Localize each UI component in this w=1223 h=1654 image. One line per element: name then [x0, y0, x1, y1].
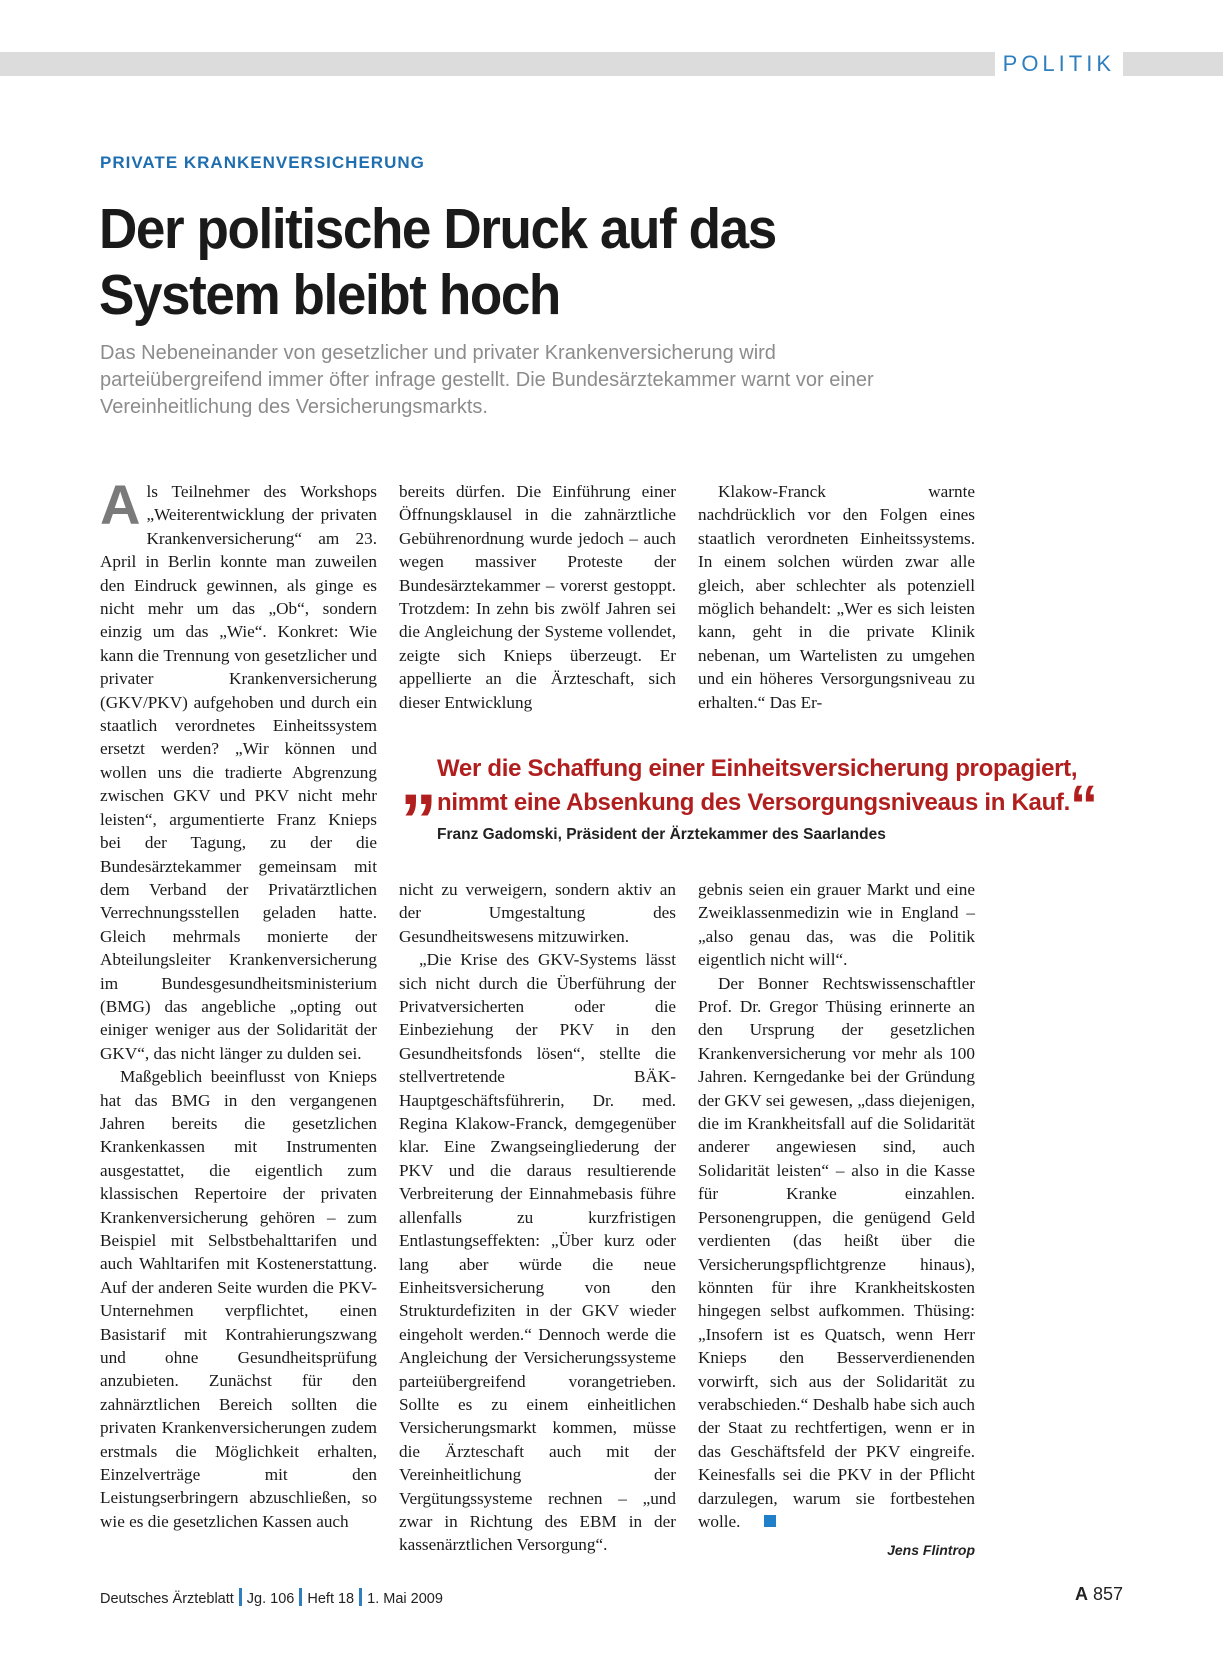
pull-quote-source: Franz Gadomski, Präsident der Ärztekammer des Saarlandes	[437, 826, 886, 843]
article-headline	[99, 196, 936, 328]
column-2-bottom	[399, 878, 676, 1557]
paragraph: Maßgeblich beeinflusst von Knieps hat das BMG in den vergangenen Jahren bereits die gesetzlichen Krankenkassen mit Instrumenten ausgestattet, die eigentlich zum klassischen Repertoire der privaten Krankenversicherung gehören – zum Beispiel mit Selbstbehalttarifen und auch Wahltarifen mit Kostenerstattung. Auf der anderen Seite wurden die PKV-Unternehmen verpflichtet, einen Basistarif mit Kontrahierungszwang und ohne Gesundheitsprüfung anzubieten. Zunächst für den zahnärztlichen Bereich sollten die privaten Krankenversicherungen zudem erstmals die Möglichkeit erhalten, Einzelverträge mit den Leistungserbringern abzuschließen, so wie es die gesetzlichen Kassen auch	[100, 1067, 377, 1531]
column-2-top	[399, 480, 676, 714]
paragraph: ls Teilnehmer des Workshops „Weiterentwicklung der privaten Krankenversicherung“ am 23. April in Berlin konnte man zuweilen den Eindruck gewinnen, als ginge es nicht mehr um das „Ob“, sondern einzig um das „Wie“. Konkret: Wie kann die Trennung von gesetzlicher und privater Krankenversicherung (GKV/PKV) aufgehoben und durch ein staatlich verordnetes Einheitssystem ersetzt werden? „Wir können und wollen uns die tradierte Abgrenzung zwischen GKV und PKV nicht mehr leisten“, argumentierte Franz Knieps bei der Tagung, zu der die Bundesärztekammer gemeinsam mit dem Verband der Privatärztlichen Verrechnungsstellen geladen hatte. Gleich mehrmals monierte der Abteilungsleiter Krankenversicherung im Bundesgesundheitsministerium (BMG) das angebliche „opting out einiger weniger aus der Solidarität der GKV“, das nicht länger zu dulden sei.	[100, 482, 377, 1063]
article-kicker: PRIVATE KRANKENVERSICHERUNG	[100, 153, 425, 172]
issue-date: 1. Mai 2009	[367, 1591, 443, 1607]
headline-line-2: System bleibt hoch	[99, 263, 560, 327]
divider	[359, 1588, 362, 1606]
page-number-value: 857	[1092, 1584, 1123, 1604]
headline-line-1: Der politische Druck auf das	[99, 197, 776, 261]
pull-quote	[400, 737, 1130, 844]
end-of-article-square-icon	[764, 1515, 776, 1527]
paragraph: nicht zu verweigern, sondern aktiv an der Umgestaltung des Gesundheitswesens mitzuwirken.	[399, 880, 676, 946]
page-prefix: A	[1074, 1584, 1088, 1604]
paragraph: Der Bonner Rechtswissenschaftler Prof. Dr. Gregor Thüsing erinnerte an den Ursprung der gesetzlichen Krankenversicherung vor mehr als 100 Jahren. Kerngedanke bei der Gründung der GKV sei gewesen, „dass diejenigen, die im Krankheitsfall auf die Solidarität anderer angewiesen sind, auch Solidarität leisten“ – also in die Kasse für Kranke einzahlen. Personengruppen, die genügend Geld verdienten (das heißt über die Versicherungspflichtgrenze hinaus), könnten für ihre Krankheitskosten hingegen selbst aufkommen. Thüsing: „Insofern ist es Quatsch, wenn Herr Knieps den Besserverdienenden vorwirft, sich aus der Solidarität zu verabschieden.“ Deshalb habe sich auch der Staat zu rechtfertigen, wenn er in das Geschäftsfeld der PKV eingreife. Keinesfalls sei die PKV in der Pflicht darzulegen, warum sie fortbestehen wolle.	[698, 973, 975, 1531]
paragraph: gebnis seien ein grauer Markt und eine Zweiklassenmedizin wie in England – „also genau das, was die Politik eigentlich nicht will“.	[698, 880, 975, 970]
paragraph: Klakow-Franck warnte nachdrücklich vor den Folgen eines staatlich verordneten Einheitssystems. In einem solchen würden zwar alle gleich, aber schlechter als potenziell möglich behandelt: „Wer es sich leisten kann, geht in die private Klinik nebenan, um Wartelisten zu umgehen und ein höheres Versorgungsniveau zu erhalten.“ Das Er-	[698, 482, 975, 712]
issue: Heft 18	[307, 1591, 355, 1607]
pull-quote-line-1: Wer die Schaffung einer Einheitsversicherung propagiert,	[437, 755, 1078, 782]
open-quote-mark: „	[400, 737, 437, 820]
pull-quote-line-2: nimmt eine Absenkung des Versorgungsniveaus in Kauf.	[437, 789, 1070, 816]
paragraph: „Die Krise des GKV-Systems lässt sich nicht durch die Überführung der Privatversicherten oder die Einbeziehung der PKV in den Gesundheitsfonds lösen“, stellte die stellvertretende BÄK-Hauptgeschäftsführerin, Dr. med. Regina Klakow-Franck, demgegenüber klar. Eine Zwangseingliederung der PKV und die daraus resultierende Verbreiterung der Einnahmebasis führe allenfalls zu kurzfristigen Entlastungseffekten: „Über kurz oder lang aber würde die neue Einheitsversicherung von den Strukturdefiziten in der GKV wieder eingeholt werden.“ Dennoch werde die Angleichung der Versicherungssysteme parteiübergreifend vorangetrieben. Sollte es zu einem einheitlichen Versicherungsmarkt kommen, müsse die Ärzteschaft auch mit der Vereinheitlichung der Vergütungssysteme rechnen – „und zwar in Richtung des EBM in der kassenärztlichen Versorgung“.	[399, 950, 676, 1555]
journal-name: Deutsches Ärzteblatt	[100, 1591, 234, 1607]
article-lead: Das Nebeneinander von gesetzlicher und privater Krankenversicherung wird parteiübergreifend immer öfter infrage gestellt. Die Bundesärztekammer warnt vor einer Vereinheitlichung des Versicherungsmarkts.	[100, 342, 874, 418]
column-3-bottom	[698, 878, 975, 1533]
close-quote-mark: “	[1070, 773, 1098, 836]
divider	[299, 1588, 302, 1606]
footer-citation	[100, 1588, 443, 1607]
section-label: POLITIK	[995, 50, 1123, 78]
paragraph: bereits dürfen. Die Einführung einer Öffnungsklausel in die zahnärztliche Gebührenordnung wurde jedoch – auch wegen massiver Proteste der Bundesärztekammer – vorerst gestoppt. Trotzdem: In zehn bis zwölf Jahren sei die Angleichung der Systeme vollendet, zeigte sich Knieps überzeugt. Er appellierte an die Ärzteschaft, sich dieser Entwicklung	[399, 482, 676, 712]
page-number	[1075, 1584, 1123, 1605]
author-byline: Jens Flintrop	[887, 1542, 975, 1558]
column-1	[100, 473, 377, 1533]
drop-cap: A	[100, 473, 141, 536]
divider	[239, 1588, 242, 1606]
volume: Jg. 106	[246, 1591, 295, 1607]
column-3-top	[698, 480, 975, 714]
